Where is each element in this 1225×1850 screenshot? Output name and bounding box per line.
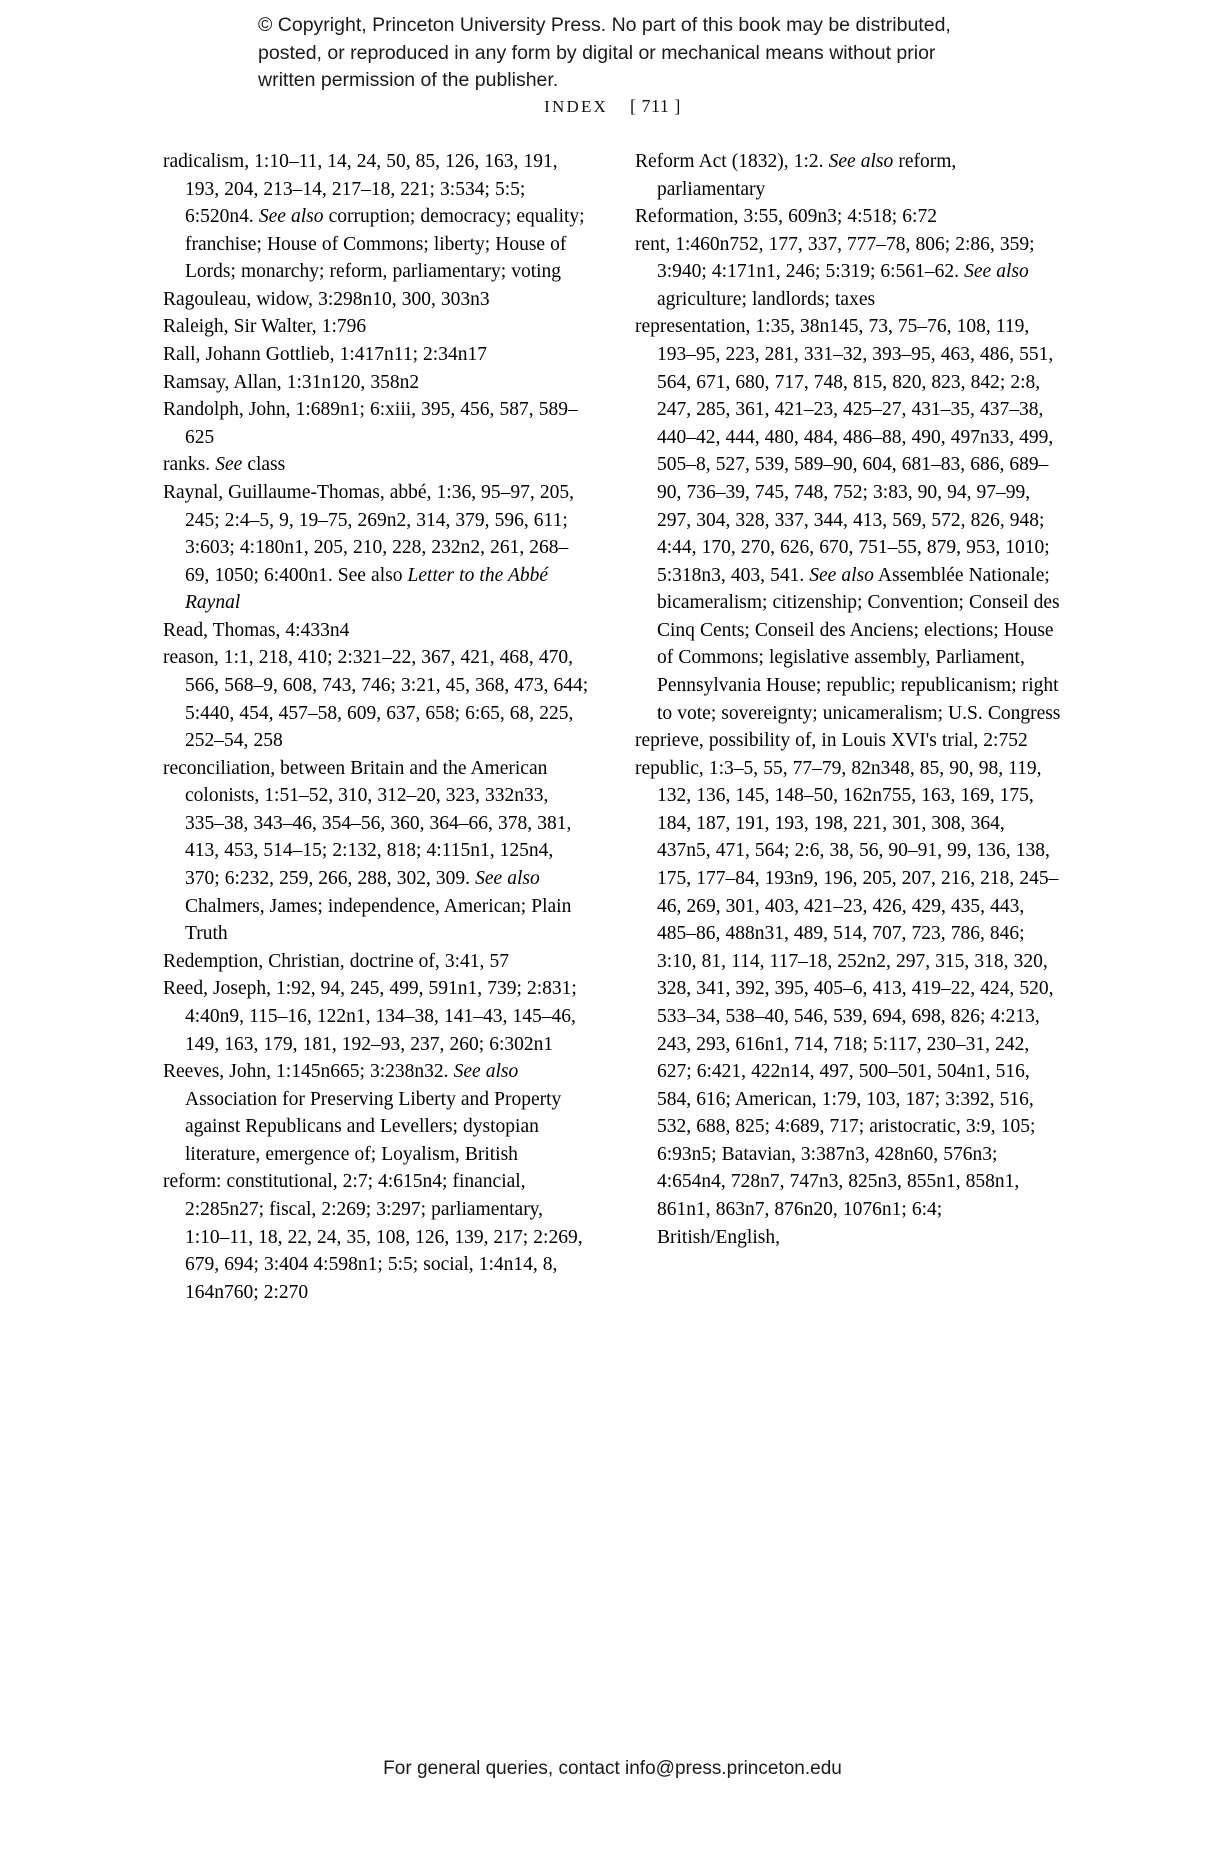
index-entry: Raleigh, Sir Walter, 1:796 — [163, 316, 367, 338]
index-column-right — [635, 148, 1063, 1306]
index-entry: ranks. See class — [163, 454, 286, 476]
index-entry: Randolph, John, 1:689n1; 6:xiii, 395, 456, 587, 589–625 — [163, 399, 578, 448]
running-head — [0, 96, 1225, 117]
index-entry: Ragouleau, widow, 3:298n10, 300, 303n3 — [163, 288, 490, 310]
index-entry: rent, 1:460n752, 177, 337, 777–78, 806; 2:86, 359; 3:940; 4:171n1, 246; 5:319; 6:561–62. See also agriculture; landlords; taxes — [635, 233, 1035, 310]
index-entry: Ramsay, Allan, 1:31n120, 358n2 — [163, 371, 420, 393]
running-head-title: INDEX — [544, 97, 609, 116]
footer-notice: For general queries, contact info@press.princeton.edu — [383, 1758, 842, 1779]
index-entry: reason, 1:1, 218, 410; 2:321–22, 367, 421, 468, 470, 566, 568–9, 608, 743, 746; 3:21, 45, 368, 473, 644; 5:440, 454, 457–58, 609, 637, 658; 6:65, 68, 225, 252–54, 258 — [163, 647, 589, 752]
index-entry: Raynal, Guillaume-Thomas, abbé, 1:36, 95–97, 205, 245; 2:4–5, 9, 19–75, 269n2, 314, 379, 596, 611; 3:603; 4:180n1, 205, 210, 228, 232n2, 261, 268–69, 1050; 6:400n1. See also Letter to the Abbé Raynal — [163, 481, 574, 614]
index-entry: reprieve, possibility of, in Louis XVI's trial, 2:752 — [635, 730, 1028, 752]
index-entry: representation, 1:35, 38n145, 73, 75–76, 108, 119, 193–95, 223, 281, 331–32, 393–95, 463, 486, 551, 564, 671, 680, 717, 748, 815, 820, 823, 842; 2:8, 247, 285, 361, 421–23, 425–27, 431–35, 437–38, 440–42, 444, 480, 484, 486–88, 490, 497n33, 499, 505–8, 527, 539, 589–90, 604, 681–83, 686, 689–90, 736–39, 745, 748, 752; 3:83, 90, 94, 97–99, 297, 304, 328, 337, 344, 413, 569, 572, 826, 948; 4:44, 170, 270, 626, 670, 751–55, 879, 953, 1010; 5:318n3, 403, 541. See also Assemblée Nationale; bicameralism; citizenship; Convention; Conseil des Cinq Cents; Conseil des Anciens; elections; House of Commons; legislative assembly, Parliament, Pennsylvania House; republic; republicanism; right to vote; sovereignty; unicameralism; U.S. Congress — [635, 316, 1061, 724]
index-entry: Read, Thomas, 4:433n4 — [163, 619, 350, 641]
index-entry: Reform Act (1832), 1:2. See also reform, parliamentary — [635, 151, 957, 200]
index-entry: republic, 1:3–5, 55, 77–79, 82n348, 85, 90, 98, 119, 132, 136, 145, 148–50, 162n755, 163, 169, 175, 184, 187, 191, 193, 198, 221, 301, 308, 364, 437n5, 471, 564; 2:6, 38, 56, 90–91, 99, 136, 138, 175, 177–84, 193n9, 196, 205, 207, 216, 218, 245–46, 269, 301, 403, 421–23, 426, 429, 435, 443, 485–86, 488n31, 489, 514, 707, 723, 786, 846; 3:10, 81, 114, 117–18, 252n2, 297, 315, 318, 320, 328, 341, 392, 395, 405–6, 413, 419–22, 424, 520, 533–34, 538–40, 546, 539, 694, 698, 826; 4:213, 243, 293, 616n1, 714, 718; 5:117, 230–31, 242, 627; 6:421, 422n14, 497, 500–501, 504n1, 516, 584, 616; American, 1:79, 103, 187; 3:392, 516, 532, 688, 825; 4:689, 717; aristocratic, 3:9, 105; 6:93n5; Batavian, 3:387n3, 428n60, 576n3; 4:654n4, 728n7, 747n3, 825n3, 855n1, 858n1, 861n1, 863n7, 876n20, 1076n1; 6:4; British/English, — [635, 757, 1059, 1248]
page-folio: [ 711 ] — [630, 96, 681, 116]
index-entry: radicalism, 1:10–11, 14, 24, 50, 85, 126, 163, 191, 193, 204, 213–14, 217–18, 221; 3:534; 5:5; 6:520n4. See also corruption; democracy; equality; franchise; House of Commons; liberty; House of Lords; monarchy; reform, parliamentary; voting — [163, 151, 585, 283]
index-columns — [163, 148, 1063, 1306]
index-entry: Reformation, 3:55, 609n3; 4:518; 6:72 — [635, 206, 937, 228]
index-entry: Reed, Joseph, 1:92, 94, 245, 499, 591n1, 739; 2:831; 4:40n9, 115–16, 122n1, 134–38, 141–43, 145–46, 149, 163, 179, 181, 192–93, 237, 260; 6:302n1 — [163, 978, 577, 1055]
index-entry: Reeves, John, 1:145n665; 3:238n32. See also Association for Preserving Liberty and Property against Republicans and Levellers; dystopian literature, emergence of; Loyalism, British — [163, 1061, 562, 1165]
index-entry: reconciliation, between Britain and the American colonists, 1:51–52, 310, 312–20, 323, 332n33, 335–38, 343–46, 354–56, 360, 364–66, 378, 381, 413, 453, 514–15; 2:132, 818; 4:115n1, 125n4, 370; 6:232, 259, 266, 288, 302, 309. See also Chalmers, James; independence, American; Plain Truth — [163, 757, 572, 945]
index-column-left — [163, 148, 591, 1306]
index-entry: Redemption, Christian, doctrine of, 3:41, 57 — [163, 950, 509, 972]
index-entry: Rall, Johann Gottlieb, 1:417n11; 2:34n17 — [163, 344, 487, 366]
copyright-notice: © Copyright, Princeton University Press. No part of this book may be distributed, posted, or reproduced in any form by digital or mechanical means without prior written permission of the publisher. — [258, 14, 951, 92]
index-entry: reform: constitutional, 2:7; 4:615n4; financial, 2:285n27; fiscal, 2:269; 3:297; parliamentary, 1:10–11, 18, 22, 24, 35, 108, 126, 139, 217; 2:269, 679, 694; 3:404 4:598n1; 5:5; social, 1:4n14, 8, 164n760; 2:270 — [163, 1171, 583, 1303]
